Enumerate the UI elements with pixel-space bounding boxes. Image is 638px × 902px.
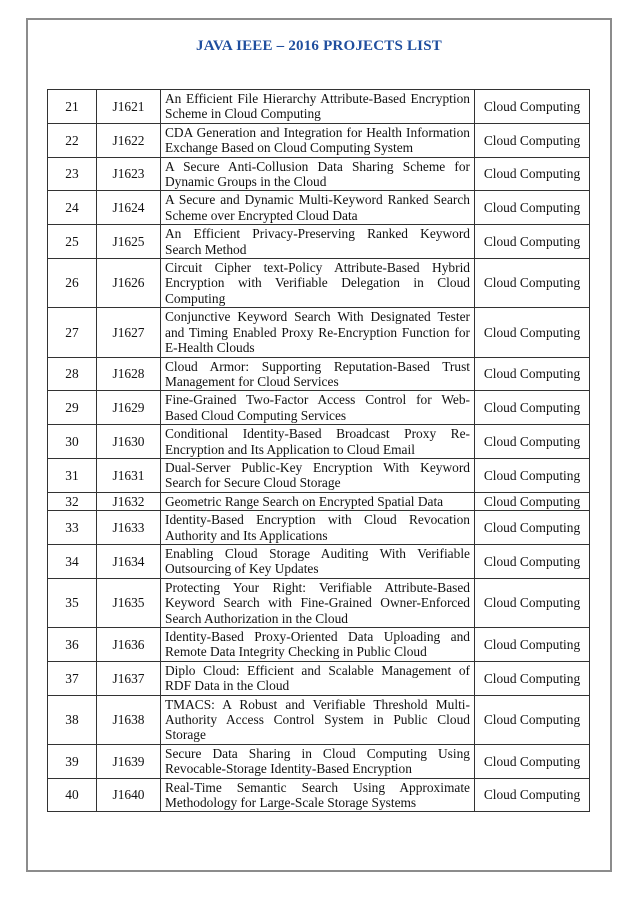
project-title-cell: Enabling Cloud Storage Auditing With Verifiable Outsourcing of Key Updates [161,544,475,578]
page-title: JAVA IEEE – 2016 PROJECTS LIST [196,38,442,54]
table-row [48,191,590,225]
serial-number-cell: 22 [48,123,97,157]
serial-number-cell: 32 [48,492,97,510]
project-title-cell: An Efficient File Hierarchy Attribute-Based Encryption Scheme in Cloud Computing [161,90,475,124]
table-row [48,695,590,744]
table-row [48,259,590,308]
project-code-cell: J1632 [97,492,161,510]
project-title-cell: Identity-Based Encryption with Cloud Revocation Authority and Its Applications [161,511,475,545]
project-title-cell: An Efficient Privacy-Preserving Ranked Keyword Search Method [161,225,475,259]
project-title-cell: Geometric Range Search on Encrypted Spatial Data [161,492,475,510]
serial-number-cell: 40 [48,778,97,812]
project-domain-cell: Cloud Computing [475,744,590,778]
project-code-cell: J1627 [97,308,161,357]
project-code-cell: J1624 [97,191,161,225]
table-row [48,628,590,662]
project-code-cell: J1631 [97,458,161,492]
project-domain-cell: Cloud Computing [475,308,590,357]
project-code-cell: J1623 [97,157,161,191]
table-row [48,308,590,357]
serial-number-cell: 30 [48,425,97,459]
serial-number-cell: 37 [48,661,97,695]
serial-number-cell: 26 [48,259,97,308]
project-code-cell: J1630 [97,425,161,459]
project-domain-cell: Cloud Computing [475,628,590,662]
project-code-cell: J1625 [97,225,161,259]
serial-number-cell: 33 [48,511,97,545]
table-row [48,458,590,492]
serial-number-cell: 31 [48,458,97,492]
serial-number-cell: 38 [48,695,97,744]
serial-number-cell: 35 [48,578,97,627]
serial-number-cell: 29 [48,391,97,425]
project-title-cell: Real-Time Semantic Search Using Approximate Methodology for Large-Scale Storage Systems [161,778,475,812]
table-row [48,225,590,259]
project-domain-cell: Cloud Computing [475,511,590,545]
project-code-cell: J1639 [97,744,161,778]
projects-table [47,89,590,812]
project-domain-cell: Cloud Computing [475,191,590,225]
table-row [48,578,590,627]
project-title-cell: Protecting Your Right: Verifiable Attribute-Based Keyword Search with Fine-Grained Owner-Enforced Search Authorization in the Cloud [161,578,475,627]
table-row [48,90,590,124]
project-domain-cell: Cloud Computing [475,90,590,124]
table-row [48,744,590,778]
table-row [48,511,590,545]
project-title-cell: Cloud Armor: Supporting Reputation-Based Trust Management for Cloud Services [161,357,475,391]
project-title-cell: Circuit Cipher text-Policy Attribute-Based Hybrid Encryption with Verifiable Delegation in Cloud Computing [161,259,475,308]
table-row [48,391,590,425]
project-domain-cell: Cloud Computing [475,578,590,627]
project-title-cell: Dual-Server Public-Key Encryption With Keyword Search for Secure Cloud Storage [161,458,475,492]
project-code-cell: J1635 [97,578,161,627]
project-title-cell: A Secure Anti-Collusion Data Sharing Scheme for Dynamic Groups in the Cloud [161,157,475,191]
table-row [48,492,590,510]
serial-number-cell: 25 [48,225,97,259]
project-title-cell: Secure Data Sharing in Cloud Computing Using Revocable-Storage Identity-Based Encryption [161,744,475,778]
serial-number-cell: 34 [48,544,97,578]
table-row [48,544,590,578]
project-domain-cell: Cloud Computing [475,695,590,744]
project-domain-cell: Cloud Computing [475,458,590,492]
serial-number-cell: 21 [48,90,97,124]
serial-number-cell: 24 [48,191,97,225]
project-title-cell: TMACS: A Robust and Verifiable Threshold Multi-Authority Access Control System in Public Cloud Storage [161,695,475,744]
project-domain-cell: Cloud Computing [475,661,590,695]
table-row [48,157,590,191]
project-domain-cell: Cloud Computing [475,391,590,425]
table-row [48,778,590,812]
project-domain-cell: Cloud Computing [475,259,590,308]
project-domain-cell: Cloud Computing [475,157,590,191]
project-domain-cell: Cloud Computing [475,544,590,578]
project-title-cell: Identity-Based Proxy-Oriented Data Uploading and Remote Data Integrity Checking in Public Cloud [161,628,475,662]
serial-number-cell: 23 [48,157,97,191]
project-domain-cell: Cloud Computing [475,225,590,259]
project-code-cell: J1626 [97,259,161,308]
project-domain-cell: Cloud Computing [475,778,590,812]
table-row [48,661,590,695]
project-code-cell: J1633 [97,511,161,545]
project-domain-cell: Cloud Computing [475,123,590,157]
table-row [48,425,590,459]
project-title-cell: Diplo Cloud: Efficient and Scalable Management of RDF Data in the Cloud [161,661,475,695]
project-code-cell: J1637 [97,661,161,695]
project-title-cell: A Secure and Dynamic Multi-Keyword Ranked Search Scheme over Encrypted Cloud Data [161,191,475,225]
project-domain-cell: Cloud Computing [475,357,590,391]
table-row [48,123,590,157]
project-title-cell: Fine-Grained Two-Factor Access Control for Web-Based Cloud Computing Services [161,391,475,425]
table-row [48,357,590,391]
project-code-cell: J1636 [97,628,161,662]
project-code-cell: J1628 [97,357,161,391]
project-title-cell: Conjunctive Keyword Search With Designated Tester and Timing Enabled Proxy Re-Encryption Function for E-Health Clouds [161,308,475,357]
project-code-cell: J1629 [97,391,161,425]
project-code-cell: J1640 [97,778,161,812]
serial-number-cell: 27 [48,308,97,357]
project-title-cell: CDA Generation and Integration for Health Information Exchange Based on Cloud Computing System [161,123,475,157]
serial-number-cell: 39 [48,744,97,778]
serial-number-cell: 28 [48,357,97,391]
project-code-cell: J1622 [97,123,161,157]
project-code-cell: J1638 [97,695,161,744]
project-code-cell: J1621 [97,90,161,124]
project-code-cell: J1634 [97,544,161,578]
project-domain-cell: Cloud Computing [475,492,590,510]
serial-number-cell: 36 [48,628,97,662]
project-title-cell: Conditional Identity-Based Broadcast Proxy Re-Encryption and Its Application to Cloud Email [161,425,475,459]
project-domain-cell: Cloud Computing [475,425,590,459]
